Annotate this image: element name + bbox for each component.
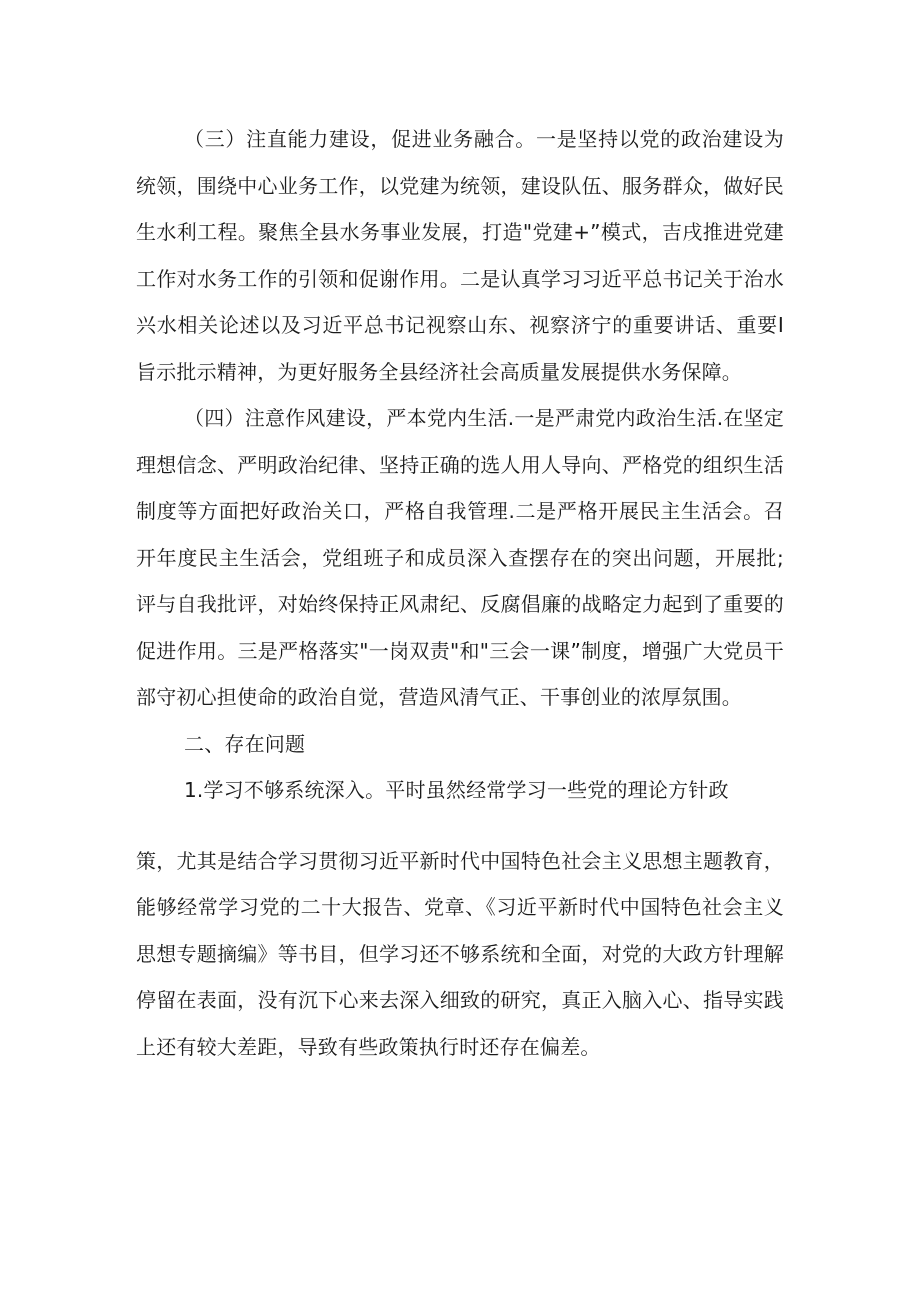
paragraph-capability-building: （三）注直能力建设，促进业务融合。一是坚持以党的政治建设为统领，围绕中心业务工作，以党建为统领，建设队伍、服务群众，做好民生水利工程。聚焦全县水务事业发展，打造"党建+”模式，吉戌推进党建工作对水务工作的引领和促谢作用。二是认真学习习近平总书记关于治水兴水相关论述以及习近平总书记视察山东、视察济宁的重要讲话、重要I旨示批示精神，为更好服务全县经济社会高质量发展提供水务保障。 — [136, 127, 784, 384]
document-body — [136, 116, 784, 1070]
paragraph-style-building: （四）注意作风建设，严本党内生活.一是严肃党内政治生活.在坚定理想信念、严明政治纪律、坚持正确的选人用人导向、严格党的组织生活制度等方面把好政治关口，严格自我管理.二是严格开展民主生活会。召开年度民主生活会，党组班子和成员深入查摆存在的突出问题，开展批;评与自我批评，对始终保持正风肃纪、反腐倡廉的战略定力起到了重要的促进作用。三是严格落实"一岗双责"和"三会一课”制度，增强广大党员干部守初心担使命的政治自觉，营造风清气正、干事创业的浓厚氛围。 — [136, 406, 784, 709]
section-heading-problems: 二、存在问题 — [184, 731, 306, 756]
paragraph-problem-1-continued: 策，尤其是结合学习贯彻习近平新时代中国特色社会主义思想主题教育，能够经常学习党的二十大报告、党章、《习近平新时代中国特色社会主义思想专题摘编》等书目，但学习还不够系统和全面，对党的大政方针理解停留在表面，没有沉下心来去深入细致的研究，真正入脑入心、指导实践上还有较大差距，导致有些政策执行时还存在偏差。 — [136, 848, 784, 1059]
paragraph-problem-1-start: 1.学习不够系统深入。平时虽然经常学习一些党的理论方针政 — [184, 778, 729, 802]
